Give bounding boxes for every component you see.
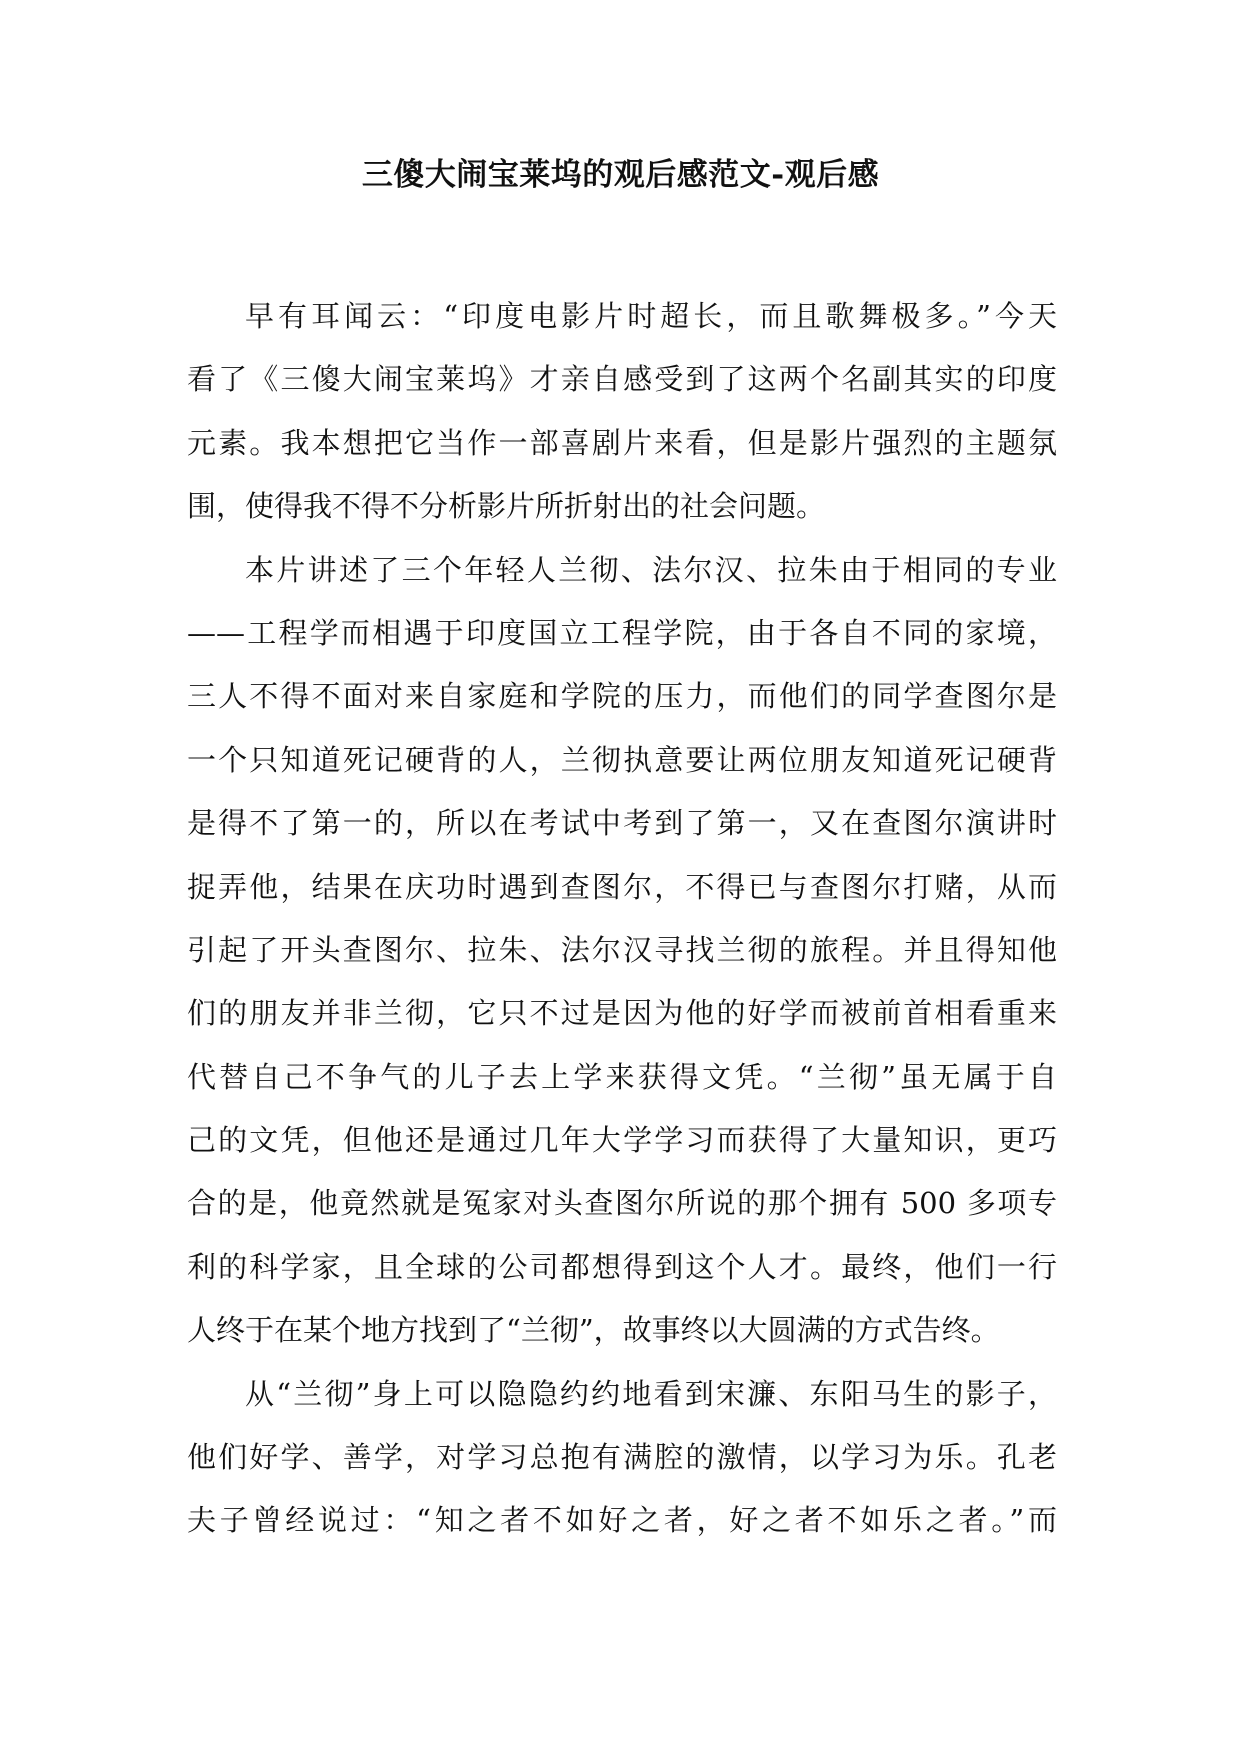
body-line: 利的科学家，且全球的公司都想得到这个人才。最终，他们一行	[187, 1249, 1057, 1284]
body-line: 捉弄他，结果在庆功时遇到查图尔，不得已与查图尔打赌，从而	[187, 869, 1057, 904]
document-title: 三傻大闹宝莱坞的观后感范文-观后感	[361, 157, 880, 193]
body-line: 围，使得我不得不分析影片所折射出的社会问题。	[187, 489, 826, 524]
body-line: 合的是，他竟然就是冤家对头查图尔所说的那个拥有 500 多项专	[187, 1186, 1057, 1221]
body-line: 一个只知道死记硬背的人，兰彻执意要让两位朋友知道死记硬背	[187, 742, 1057, 777]
body-line: 夫子曾经说过：“知之者不如好之者，好之者不如乐之者。”而	[187, 1503, 1057, 1538]
body-line: 从“兰彻”身上可以隐隐约约地看到宋濂、东阳马生的影子，	[245, 1376, 1057, 1411]
body-line: 人终于在某个地方找到了“兰彻”，故事终以大圆满的方式告终。	[187, 1313, 1000, 1348]
body-line: 是得不了第一的，所以在考试中考到了第一，又在查图尔演讲时	[187, 806, 1057, 841]
body-line: 己的文凭，但他还是通过几年大学学习而获得了大量知识，更巧	[187, 1123, 1057, 1158]
body-line: 本片讲述了三个年轻人兰彻、法尔汉、拉朱由于相同的专业	[245, 552, 1057, 587]
body-line: 早有耳闻云：“印度电影片时超长，而且歌舞极多。”今天	[245, 299, 1057, 333]
body-line: 元素。我本想把它当作一部喜剧片来看，但是影片强烈的主题氛	[187, 425, 1057, 460]
body-line: 引起了开头查图尔、拉朱、法尔汉寻找兰彻的旅程。并且得知他	[187, 932, 1057, 967]
body-line: 他们好学、善学，对学习总抱有满腔的激情，以学习为乐。孔老	[187, 1440, 1057, 1475]
body-line: 代替自己不争气的儿子去上学来获得文凭。“兰彻”虽无属于自	[187, 1059, 1057, 1094]
body-line: ——工程学而相遇于印度国立工程学院，由于各自不同的家境，	[187, 615, 1057, 650]
body-line: 们的朋友并非兰彻，它只不过是因为他的好学而被前首相看重来	[187, 996, 1057, 1031]
body-line: 三人不得不面对来自家庭和学院的压力，而他们的同学查图尔是	[187, 679, 1057, 714]
document-body	[187, 285, 1057, 1553]
body-line: 看了《三傻大闹宝莱坞》才亲自感受到了这两个名副其实的印度	[187, 362, 1057, 397]
